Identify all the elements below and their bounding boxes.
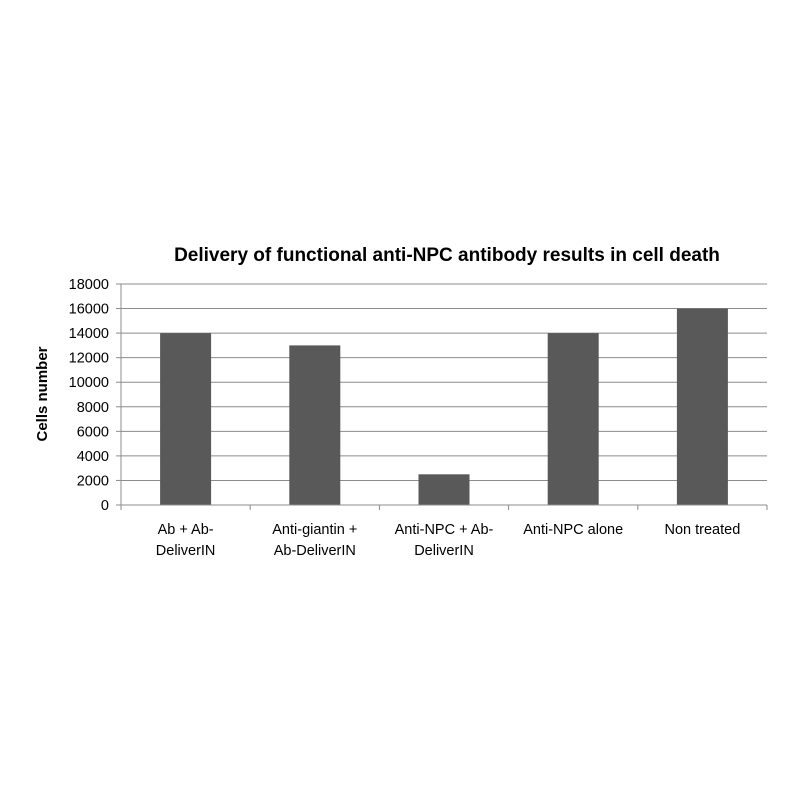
x-category-label <box>665 522 741 538</box>
gridlines <box>121 284 767 480</box>
bar <box>548 333 599 505</box>
y-tick-label: 12000 <box>68 350 109 367</box>
x-category-label <box>156 522 216 559</box>
chart-title: Delivery of functional anti-NPC antibody results in cell death <box>174 245 720 266</box>
y-tick-label: 2000 <box>76 473 109 490</box>
y-tick-label: 0 <box>100 498 109 514</box>
x-category-labels <box>156 522 741 559</box>
bar <box>160 333 211 505</box>
x-category-label <box>395 522 494 559</box>
x-category-label-line: DeliverIN <box>414 543 474 559</box>
y-tick-label: 8000 <box>76 399 109 416</box>
y-tick-label: 14000 <box>68 326 109 343</box>
x-category-label-line: Anti-NPC + Ab- <box>394 522 494 538</box>
x-category-label-line: Ab-DeliverIN <box>273 543 356 559</box>
y-tick-label: 10000 <box>68 375 109 392</box>
bar <box>289 345 340 505</box>
bar <box>419 474 470 505</box>
x-category-label-line: Anti-giantin + <box>272 522 358 538</box>
x-category-label <box>523 522 623 538</box>
y-tick-label: 18000 <box>68 277 109 293</box>
y-tick-label: 6000 <box>76 424 109 441</box>
y-axis-label: Cells number <box>34 346 51 442</box>
x-category-label-line: Anti-NPC alone <box>523 522 624 538</box>
y-tick-label: 16000 <box>68 301 109 318</box>
x-category-label-line: Non treated <box>664 522 741 538</box>
y-tick-label: 4000 <box>76 448 109 465</box>
x-category-label <box>272 522 357 559</box>
x-category-label-line: DeliverIN <box>155 543 216 559</box>
y-tick-labels <box>69 277 109 514</box>
x-category-label-line: Ab + Ab- <box>157 522 214 538</box>
bar <box>677 309 728 505</box>
